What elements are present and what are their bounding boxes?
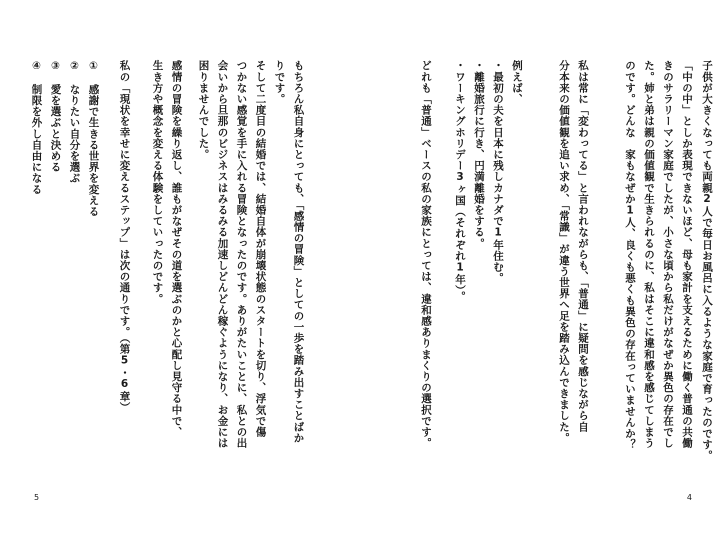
list-item: ② なりたい自分を選ぶ	[68, 60, 81, 184]
text-line: もちろん私自身にとっても、「感情の冒険」としての一歩を踏み出すことばか	[292, 60, 305, 444]
text-line: きのサラリーマン家庭でしたが、小さな頃から私だけがなぜか異色の存在でし	[662, 60, 674, 449]
text-line: 感情の冒険を繰り返し、誰もがなぜその道を選ぶのかと心配し見守る中で、	[170, 60, 183, 438]
list-item: ④ 制限を外し自由になる	[30, 60, 43, 195]
page-number: 5	[34, 493, 40, 502]
list-item: ・離婚旅行に行き、円満離婚をする。	[473, 60, 485, 249]
text-line: 私は常に「変わってる」と言われながらも、「普通」に疑問を感じながら自	[577, 60, 589, 433]
text-line: つかない感覚を手に入れる冒険となったのです。ありがたいことに、私との出	[235, 60, 248, 449]
list-item: ① 感謝で生きる世界を変える	[87, 60, 100, 217]
text-line: どれも「普通」ベースの私の家族にとっては、違和感ありまくりの選択です。	[420, 60, 432, 449]
text-line: 子供が大きくなっても両親2人で毎日お風呂に入るような家庭で育ったのです。	[701, 60, 713, 462]
text-line: 困りませんでした。	[197, 60, 210, 160]
text-line: 会いから旦那のビジネスはみるみる加速しどんどん稼ぐようになり、お金には	[216, 60, 229, 449]
text-line: 私の「現状を幸せに変えるステップ」は次の通りです。（第5・6章）	[118, 60, 131, 413]
text-line: 生き方や概念を変える体験をしていったのです。	[151, 60, 164, 305]
list-item: ・最初の夫を日本に残しカナダで1年住む。	[492, 60, 504, 284]
text-line: た。姉と弟は親の価値観で生きられるのに、私はそこに違和感を感じてしまう	[643, 60, 655, 449]
text-line: 例えば、	[511, 60, 523, 105]
text-line: そして二度目の結婚では、結婚自体が崩壊状態のスタートを切り、浮気で傷	[254, 60, 267, 438]
list-item: ・ワーキングホリデー3ヶ国（それぞれ1年）。	[454, 60, 466, 302]
right-page	[363, 0, 726, 533]
text-line: りです。	[273, 60, 286, 105]
page-number: 4	[686, 493, 692, 502]
text-line: のです。どんな 家もなぜか1人、良くも悪くも異色の存在っていませんか？	[624, 60, 636, 450]
text-line: 分本来の価値観を追い求め、「常識」が違う世界へ足を踏み込んできました。	[558, 60, 570, 444]
list-item: ③ 愛を選ぶと決める	[49, 60, 62, 173]
text-line: 「中の中」としか表現できないほど、母も家計を支えるために働く普通の共働	[681, 60, 693, 449]
